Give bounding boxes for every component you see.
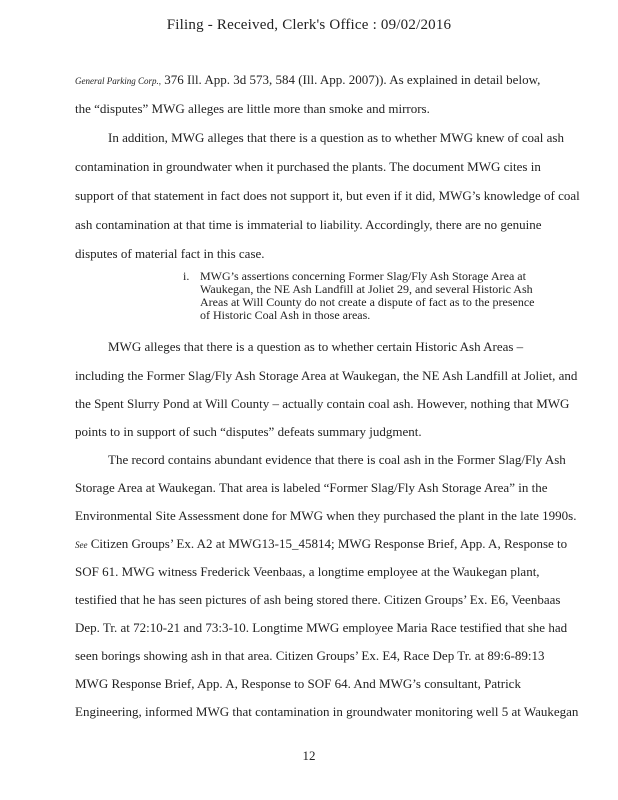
paragraph-4-line: Dep. Tr. at 72:10-21 and 73:3-10. Longtime MWG employee Maria Race testified that she had: [75, 620, 568, 635]
paragraph-2-line: In addition, MWG alleges that there is a question as to whether MWG knew of coal ash: [108, 130, 564, 145]
paragraph-2-line: support of that statement in fact does not support it, but even if it did, MWG’s knowledge of coal: [75, 188, 580, 203]
paragraph-2-line: contamination in groundwater when it purchased the plants. The document MWG cites in: [75, 159, 541, 174]
case-name: General Parking Corp.,: [75, 76, 161, 86]
paragraph-2-line: disputes of material fact in this case.: [75, 246, 265, 261]
see-signal: See: [75, 540, 88, 550]
paragraph-4-line: Storage Area at Waukegan. That area is labeled “Former Slag/Fly Ash Storage Area” in the: [75, 480, 548, 495]
filing-header: Filing - Received, Clerk's Office : 09/02/2016: [166, 17, 452, 33]
paragraph-3-line: MWG alleges that there is a question as to whether certain Historic Ash Areas –: [108, 339, 524, 354]
citation-text: Citizen Groups’ Ex. A2 at MWG13-15_45814; MWG Response Brief, App. A, Response to: [90, 536, 568, 551]
paragraph-4-line: testified that he has seen pictures of ash being stored there. Citizen Groups’ Ex. E6, Veenbaas: [75, 592, 561, 607]
page-number: 12: [302, 748, 316, 763]
paragraph-3-line: the Spent Slurry Pond at Will County – actually contain coal ash. However, nothing that MWG: [75, 396, 570, 411]
heading-line: of Historic Coal Ash in those areas.: [200, 308, 371, 322]
paragraph-1-line-1: [75, 72, 540, 88]
paragraph-4-line: [75, 536, 567, 552]
paragraph-4-line: SOF 61. MWG witness Frederick Veenbaas, a longtime employee at the Waukegan plant,: [75, 564, 540, 579]
paragraph-3-line: points to in support of such “disputes” defeats summary judgment.: [75, 424, 422, 439]
citation-text: 376 Ill. App. 3d 573, 584 (Ill. App. 2007)). As explained in detail below,: [164, 72, 541, 87]
paragraph-4-line: The record contains abundant evidence that there is coal ash in the Former Slag/Fly Ash: [108, 452, 566, 467]
heading-line: Waukegan, the NE Ash Landfill at Joliet 29, and several Historic Ash: [200, 282, 533, 296]
paragraph-4-line: Engineering, informed MWG that contamination in groundwater monitoring well 5 at Waukegan: [75, 704, 579, 719]
paragraph-4-line: Environmental Site Assessment done for MWG when they purchased the plant in the late 1990s.: [75, 508, 577, 523]
paragraph-4-line: MWG Response Brief, App. A, Response to SOF 64. And MWG’s consultant, Patrick: [75, 676, 521, 691]
paragraph-2-line: ash contamination at that time is immaterial to liability. Accordingly, there are no genuine: [75, 217, 542, 232]
heading-line: MWG’s assertions concerning Former Slag/Fly Ash Storage Area at: [200, 269, 526, 283]
paragraph-1-line-2: the “disputes” MWG alleges are little more than smoke and mirrors.: [75, 101, 430, 116]
heading-line: Areas at Will County do not create a dispute of fact as to the presence: [200, 295, 535, 309]
heading-number: i.: [183, 269, 190, 283]
paragraph-3-line: including the Former Slag/Fly Ash Storage Area at Waukegan, the NE Ash Landfill at Joliet, and: [75, 368, 578, 383]
paragraph-4-line: seen borings showing ash in that area. Citizen Groups’ Ex. E4, Race Dep Tr. at 89:6-89:13: [75, 648, 545, 663]
